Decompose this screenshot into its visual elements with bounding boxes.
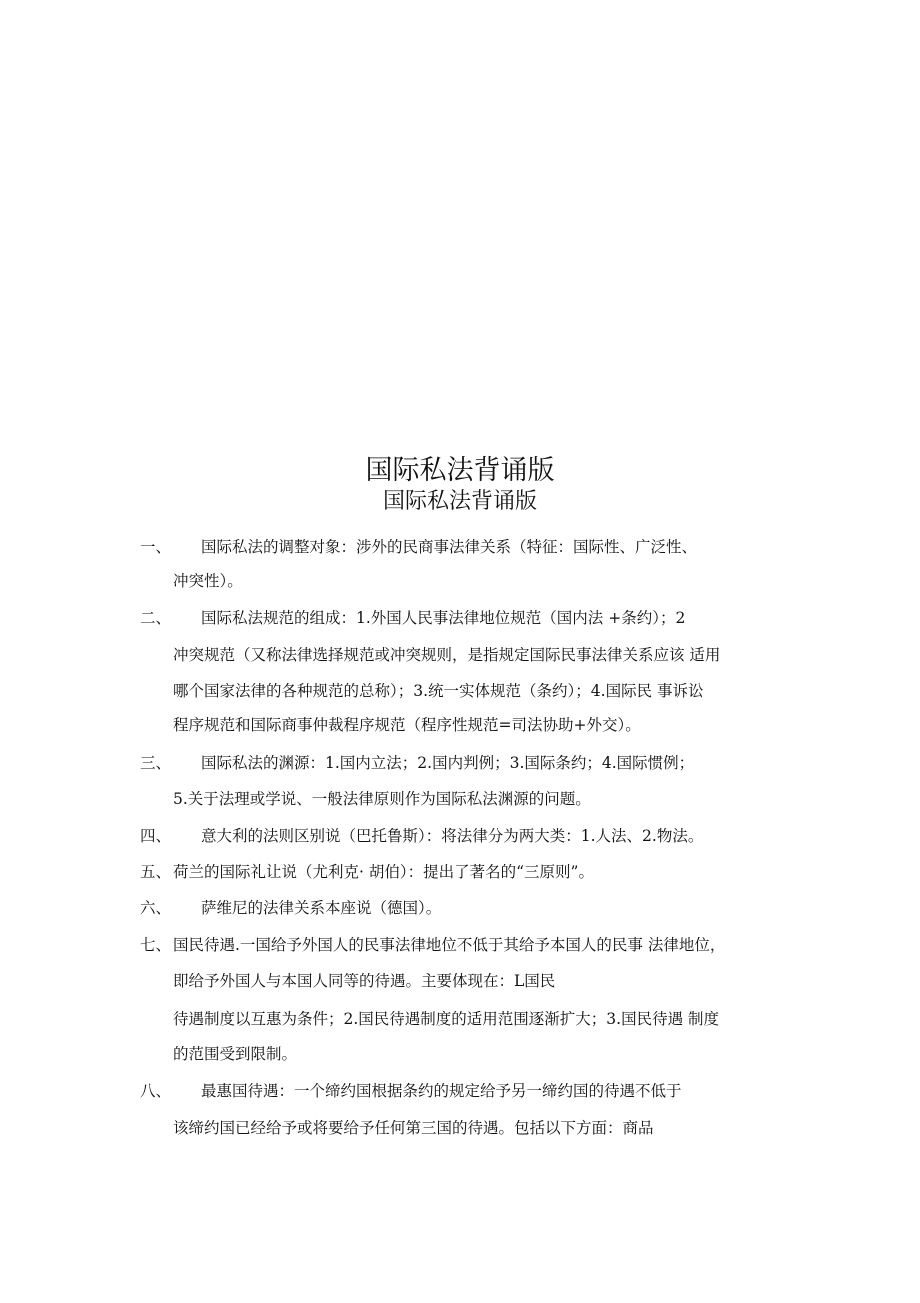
section-text-line: 该缔约国已经给予或将要给予任何第三国的待遇。包括以下方面：商品 (173, 1119, 654, 1137)
section-number: 一、 (140, 538, 172, 556)
section-number: 三、 (140, 754, 172, 772)
section-text-line: 萨维尼的法律关系本座说（德国）。 (201, 899, 442, 917)
section-text-line: 冲突规范（又称法律选择规范或冲突规则，是指规定国际民事法律关系应该 适用 (173, 646, 721, 664)
section-text-line: 程序规范和国际商事仲裁程序规范（程序性规范=司法协助+外交）。 (173, 716, 641, 734)
section-text-line: 最惠国待遇：一个缔约国根据条约的规定给予另一缔约国的待遇不低于 (201, 1082, 682, 1100)
section-text-line: 即给予外国人与本国人同等的待遇。主要体现在：L国民 (173, 972, 556, 990)
section-text-line: 待遇制度以互惠为条件；2.国民待遇制度的适用范围逐渐扩大；3.国民待遇 制度 (173, 1010, 720, 1028)
section-text-line: 冲突性）。 (173, 572, 243, 590)
section-text-line: 5.关于法理或学说、一般法律原则作为国际私法渊源的问题。 (173, 790, 591, 808)
section-text-line: 国际私法的调整对象：涉外的民商事法律关系（特征：国际性、广泛性、 (201, 538, 698, 556)
section-text-line: 哪个国家法律的各种规范的总称）；3.统一实体规范（条约）；4.国际民 事诉讼 (173, 682, 704, 700)
section-text-line: 的范围受到限制。 (173, 1045, 298, 1063)
document-subtitle: 国际私法背诵版 (382, 489, 537, 514)
section-number: 五、 (140, 863, 172, 881)
section-text-line: 荷兰的国际礼让说（尤利克· 胡伯）：提出了著名的“三原则”。 (173, 863, 594, 881)
section-number: 六、 (140, 899, 172, 917)
section-text-line: 国民待遇.一国给予外国人的民事法律地位不低于其给予本国人的民事 法律地位， (173, 936, 726, 954)
section-number: 八、 (140, 1082, 172, 1100)
section-text-line: 国际私法规范的组成：1.外国人民事法律地位规范（国内法 +条约）；2 (201, 609, 686, 627)
section-text-line: 国际私法的渊源：1.国内立法；2.国内判例；3.国际条约；4.国际惯例； (201, 754, 695, 772)
section-number: 四、 (140, 827, 172, 845)
section-number: 七、 (140, 936, 172, 954)
section-text-line: 意大利的法则区别说（巴托鲁斯）：将法律分为两大类：1.人法、2.物法。 (201, 827, 704, 845)
document-title: 国际私法背诵版 (365, 455, 555, 486)
section-number: 二、 (140, 609, 172, 627)
